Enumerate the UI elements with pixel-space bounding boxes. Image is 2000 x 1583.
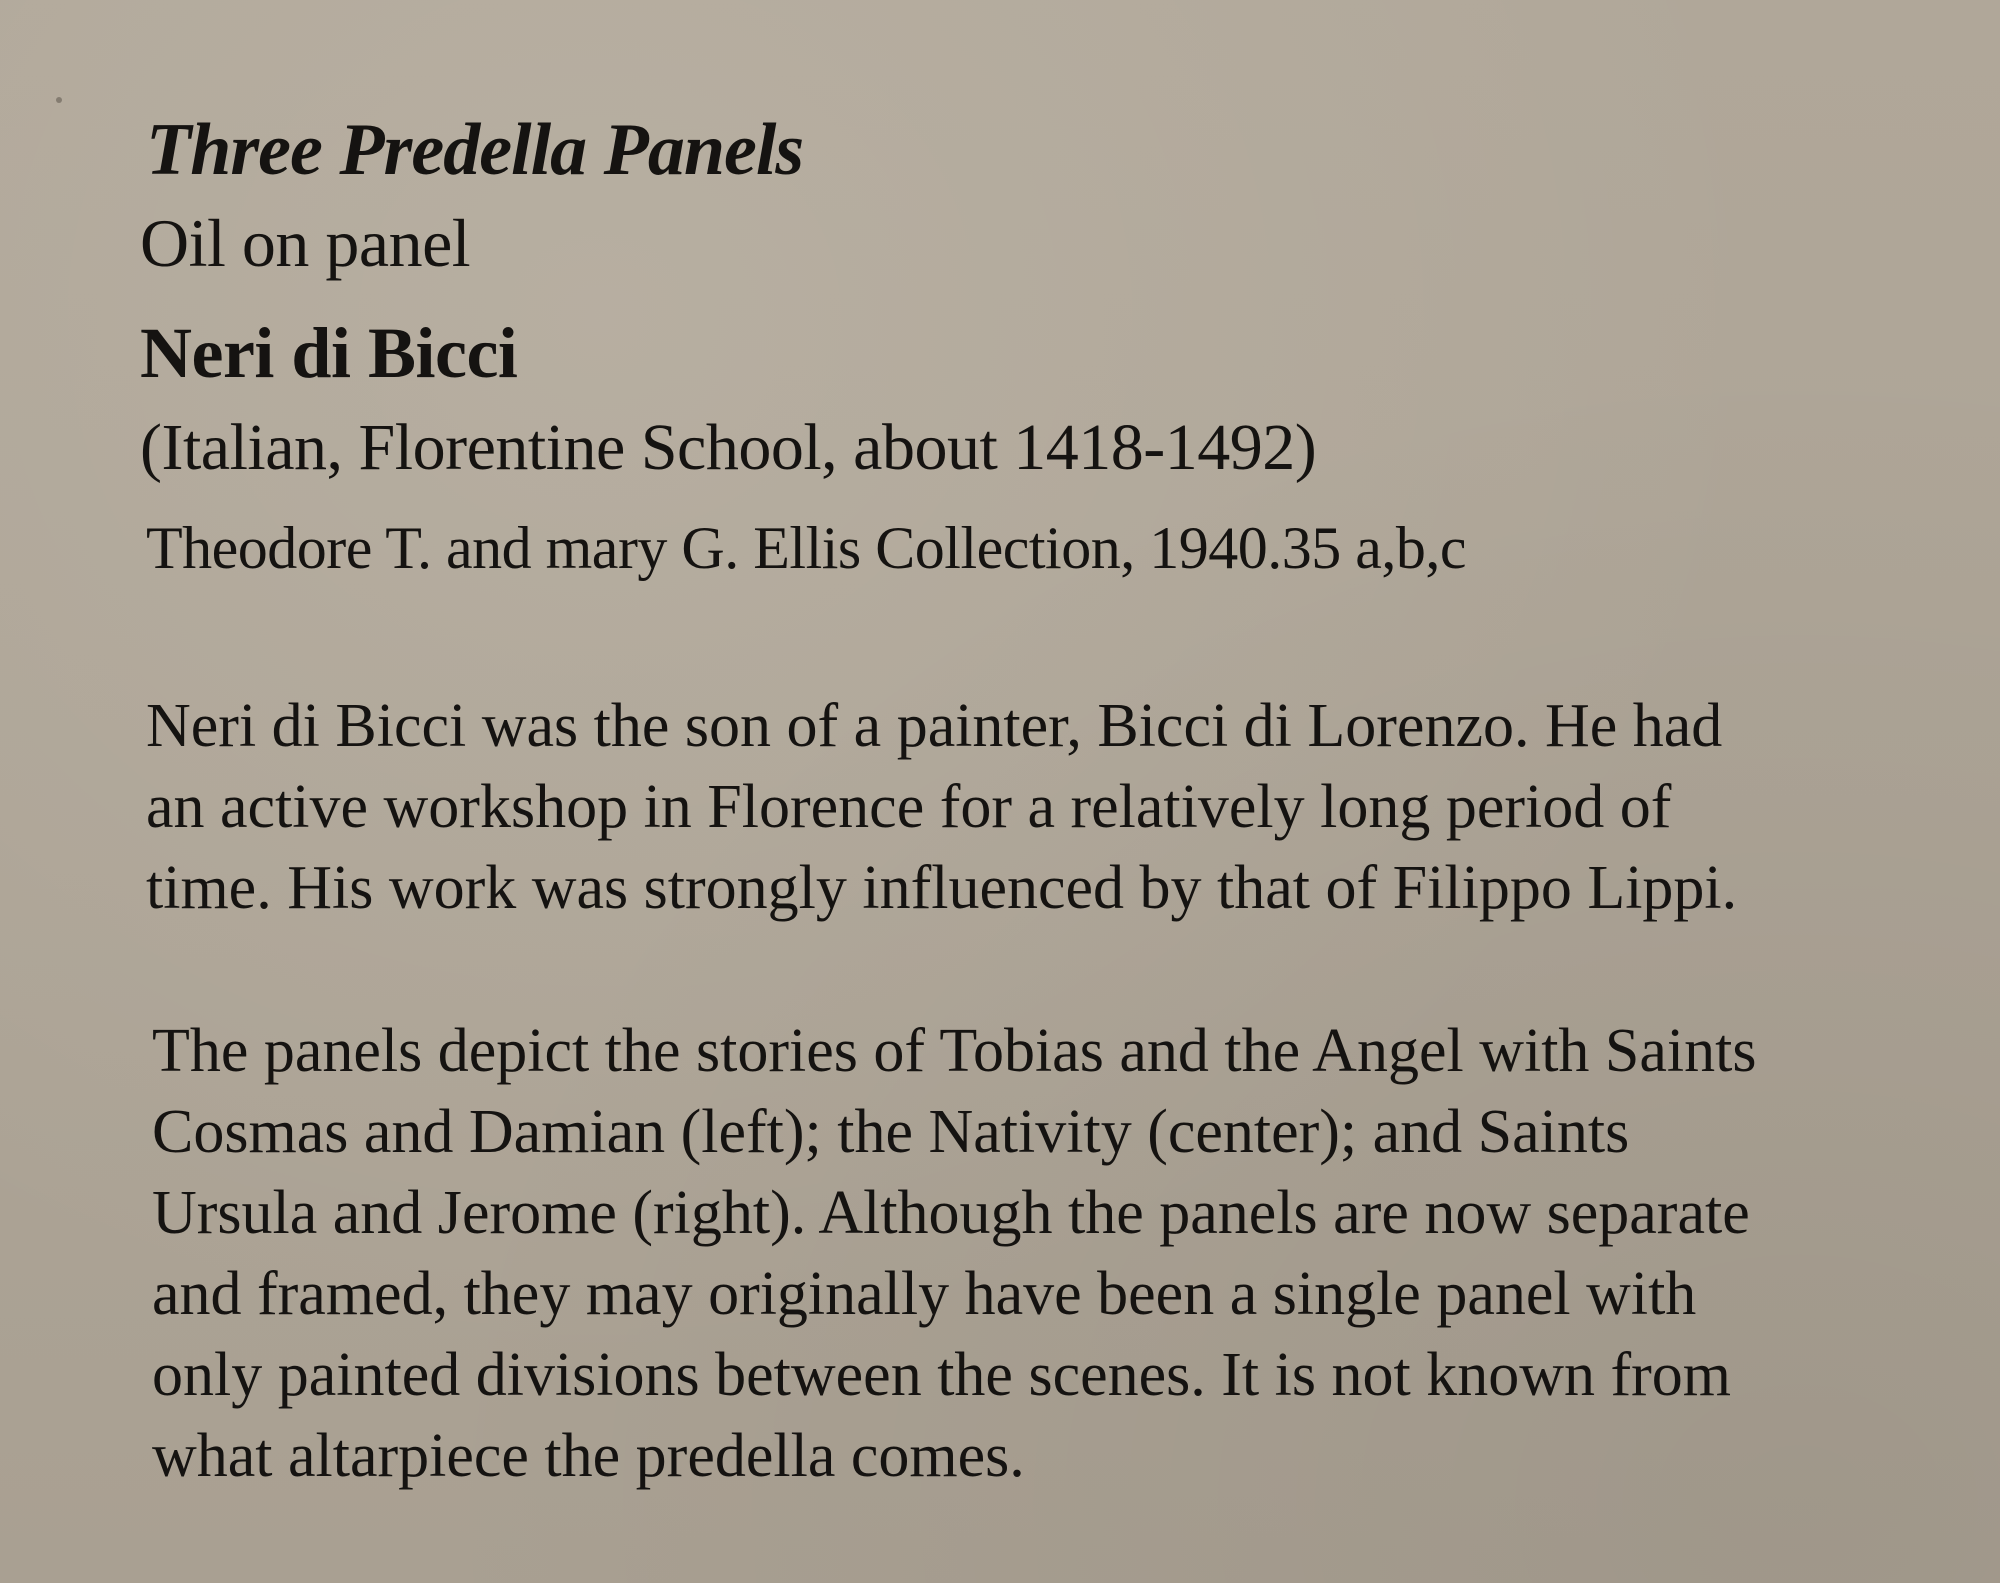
paragraph-line: Cosmas and Damian (left); the Nativity (center); and Saints [152, 1098, 1630, 1166]
artwork-medium: Oil on panel [140, 205, 471, 281]
artist-details: (Italian, Florentine School, about 1418-1492) [140, 411, 1317, 484]
paragraph-line: time. His work was strongly influenced by that of Filippo Lippi. [146, 854, 1738, 922]
paragraph-line: only painted divisions between the scenes. It is not known from [152, 1341, 1732, 1409]
paragraph-line: an active workshop in Florence for a relatively long period of [146, 773, 1672, 841]
artwork-title: Three Predella Panels [146, 109, 804, 191]
credit-line: Theodore T. and mary G. Ellis Collection, 1940.35 a,b,c [146, 515, 1466, 581]
description-paragraph-1 [146, 686, 1737, 929]
paragraph-line: The panels depict the stories of Tobias and the Angel with Saints [152, 1017, 1757, 1085]
paragraph-line: Ursula and Jerome (right). Although the panels are now separate [152, 1179, 1750, 1247]
description-paragraph-2 [152, 1011, 1757, 1497]
paragraph-line: Neri di Bicci was the son of a painter, Bicci di Lorenzo. He had [146, 692, 1723, 760]
artist-name: Neri di Bicci [140, 313, 518, 393]
paragraph-line: what altarpiece the predella comes. [152, 1422, 1025, 1490]
paragraph-line: and framed, they may originally have been a single panel with [152, 1260, 1697, 1328]
